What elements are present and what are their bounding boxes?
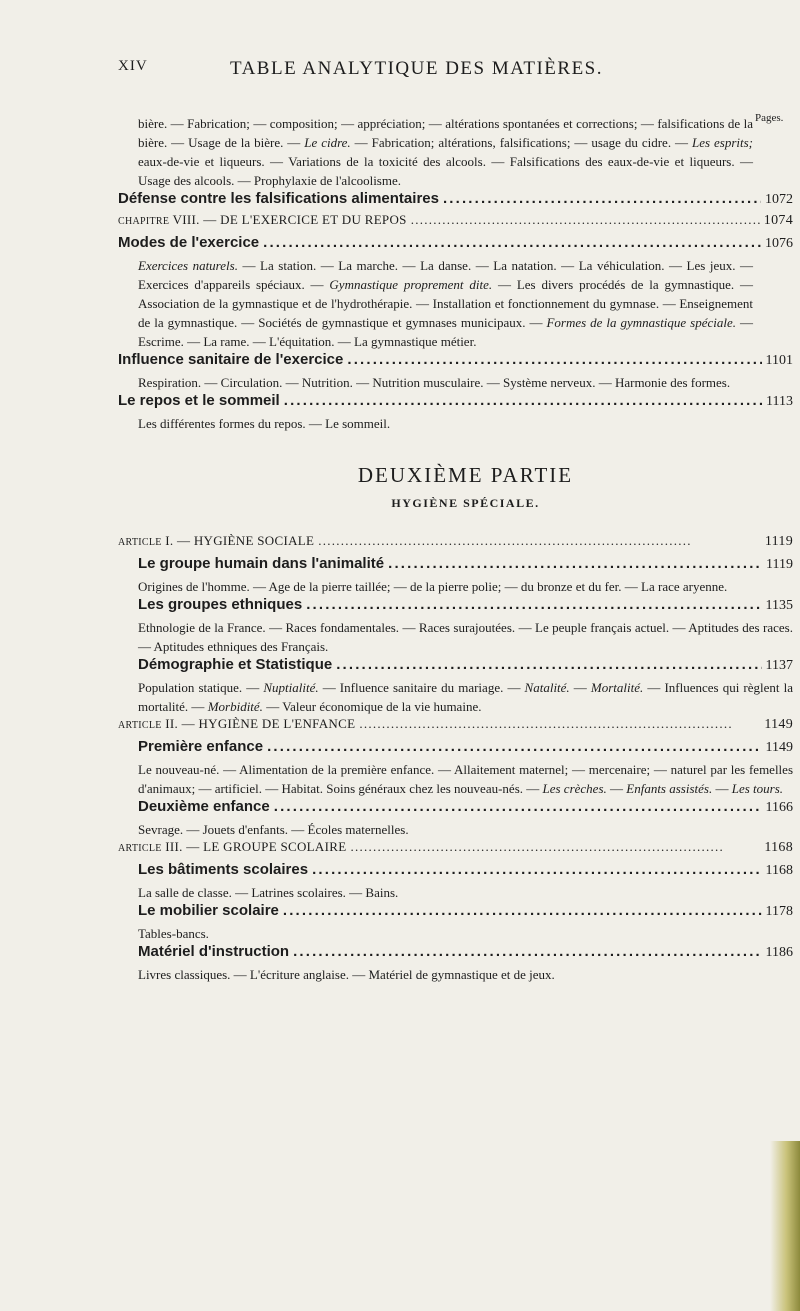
leader-dots <box>336 656 761 673</box>
toc-description: Origines de l'homme. — Age de la pierre taillée; — de la pierre polie; — du bronze et du fer. — La race aryenne. <box>138 579 728 594</box>
description-text: Le nouveau-né. — Alimentation de la première enfance. — Allaitement maternel; — mercenaire; — naturel par les femelles d'animaux; — artificiel. — Habitat. Soins généraux chez les nouveau-nés. — <box>138 762 793 796</box>
toc-entry-label: Deuxième enfance <box>138 798 270 815</box>
article-label: ARTICLE <box>118 720 162 731</box>
description-italic: Les esprits; <box>691 135 753 150</box>
description-text: — Fabrication; altérations, falsifications; — usage du cidre. — <box>350 135 692 150</box>
leader-dots <box>267 738 761 755</box>
page-header <box>0 58 800 88</box>
toc-entry[interactable] <box>138 656 793 678</box>
description-italic: Natalité. <box>524 680 570 695</box>
leader-dots <box>293 943 761 960</box>
page-edge-stain <box>770 1141 800 1311</box>
description-text: bière. — Fabrication; — composition; — appréciation; — altérations spontanées et corrections; — falsifications de la bière. — Usage de la bière. — <box>138 116 753 150</box>
toc-description: La salle de classe. — Latrines scolaires. — Bains. <box>138 885 399 900</box>
toc-description: Ethnologie de la France. — Races fondamentales. — Races surajoutées. — Le peuple français actuel. — Aptitudes des races. — Aptitudes ethniques des Français. <box>138 620 793 654</box>
description-text: — Escrime. — La rame. — L'équitation. — La gymnastique métier. <box>138 315 753 349</box>
toc-entry-label: Influence sanitaire de l'exercice <box>118 351 344 368</box>
toc-article-entry[interactable] <box>118 716 793 738</box>
leader-dots <box>284 392 762 409</box>
toc-entry-page: 1113 <box>766 394 793 409</box>
toc-entry[interactable] <box>118 234 793 256</box>
toc-entry[interactable] <box>138 596 793 618</box>
description-text: — Influences qui règlent la mortalité. — <box>138 680 794 714</box>
description-text: — <box>712 781 732 796</box>
page-title: TABLE ANALYTIQUE DES MATIÈRES. <box>230 58 604 79</box>
toc-entry-label: Les groupes ethniques <box>138 596 303 613</box>
toc-entry-page: 1168 <box>764 840 793 855</box>
toc-entry-label: Défense contre les falsifications alimentaires <box>118 190 439 207</box>
toc-entry-page: 1119 <box>764 534 793 549</box>
toc-entry-page: 1074 <box>763 213 793 228</box>
description-text: — <box>606 781 627 796</box>
article-label: ARTICLE <box>118 843 162 854</box>
toc-entry-page: 1186 <box>765 945 793 960</box>
description-italic: Les crèches. <box>542 781 607 796</box>
leader-dots <box>318 533 761 549</box>
description-text: — Les divers procédés de la gymnastique. — Association de la gymnastique et de l'hydrothérapie. — Installation et fonctionnement du gymnase. — Enseignement de la gymnastique. — Sociétés de gymnastique et gymnases municipaux. — <box>138 277 753 330</box>
chapter-label: CHAPITRE <box>118 216 170 227</box>
toc-entry[interactable] <box>118 392 793 414</box>
description-text: — Valeur économique de la vie humaine. <box>262 699 482 714</box>
toc-entry-label: I. — HYGIÈNE SOCIALE <box>161 533 315 548</box>
toc-article-entry[interactable] <box>118 839 793 861</box>
leader-dots <box>312 861 761 878</box>
description-italic: Le cidre. <box>304 135 351 150</box>
description-italic: Nuptialité. <box>263 680 319 695</box>
description-text: Population statique. — <box>138 680 264 695</box>
toc-entry-page: 1101 <box>765 353 793 368</box>
toc-entry-label: Le mobilier scolaire <box>138 902 279 919</box>
part-title: DEUXIÈME PARTIE <box>357 463 574 487</box>
toc-entry-page: 1149 <box>765 740 793 755</box>
description-italic: Les tours. <box>731 781 784 796</box>
toc-description <box>138 256 793 351</box>
toc-chapter-entry[interactable] <box>118 212 793 234</box>
toc-entry-page: 1076 <box>765 236 793 251</box>
toc-entry-label: Le repos et le sommeil <box>118 392 280 409</box>
leader-dots <box>359 716 760 732</box>
table-of-contents <box>118 114 794 984</box>
toc-entry-page: 1072 <box>765 192 793 207</box>
page-number: XIV <box>118 58 148 74</box>
toc-entry[interactable] <box>118 190 793 212</box>
toc-entry-label: Modes de l'exercice <box>118 234 260 251</box>
toc-entry-page: 1149 <box>764 717 793 732</box>
toc-entry-page: 1178 <box>765 904 793 919</box>
leader-dots <box>283 902 762 919</box>
leader-dots <box>411 212 760 228</box>
description-italic: Morbidité. <box>207 699 263 714</box>
toc-entry-label: VIII. — DE L'EXERCICE ET DU REPOS <box>169 212 407 227</box>
toc-description: Tables-bancs. <box>138 926 209 941</box>
toc-entry-page: 1135 <box>765 598 793 613</box>
toc-entry-label: Les bâtiments scolaires <box>138 861 309 878</box>
toc-entry[interactable] <box>138 943 793 965</box>
toc-description <box>138 760 793 798</box>
toc-entry-page: 1119 <box>766 557 793 572</box>
toc-entry-label: Démographie et Statistique <box>138 656 333 673</box>
toc-entry[interactable] <box>138 861 793 883</box>
toc-description <box>138 114 793 190</box>
toc-entry-label: Matériel d'instruction <box>138 943 290 960</box>
toc-description: Livres classiques. — L'écriture anglaise. — Matériel de gymnastique et de jeux. <box>138 967 555 982</box>
toc-article-entry[interactable] <box>118 533 793 555</box>
description-text: — La station. — La marche. — La danse. — La natation. — La véhiculation. — Les jeux. — Exercices d'appareils spéciaux. — <box>138 258 754 292</box>
leader-dots <box>347 351 761 368</box>
description-text: — Influence sanitaire du mariage. — <box>318 680 525 695</box>
description-italic: Formes de la gymnastique spéciale. <box>546 315 737 330</box>
leader-dots <box>388 555 762 572</box>
leader-dots <box>350 839 760 855</box>
toc-description <box>138 678 793 716</box>
article-label: ARTICLE <box>118 537 162 548</box>
toc-entry[interactable] <box>138 798 793 820</box>
description-italic: Exercices naturels. <box>138 258 238 273</box>
part-subtitle: HYGIÈNE SPÉCIALE. <box>391 496 540 510</box>
description-italic: Mortalité. <box>590 680 644 695</box>
toc-description: Respiration. — Circulation. — Nutrition. — Nutrition musculaire. — Système nerveux. — Harmonie des formes. <box>138 375 731 390</box>
toc-entry-label: III. — LE GROUPE SCOLAIRE <box>161 839 347 854</box>
toc-entry-page: 1137 <box>765 658 793 673</box>
description-text: — <box>569 680 591 695</box>
leader-dots <box>263 234 761 251</box>
description-text: eaux-de-vie et liqueurs. — Variations de la toxicité des alcools. — Falsifications des eaux-de-vie et liqueurs. — Usage des alcools. — Prophylaxie de l'alcoolisme. <box>138 154 753 188</box>
pages-column-label: Pages. <box>755 112 784 124</box>
toc-entry[interactable] <box>138 902 793 924</box>
toc-entry[interactable] <box>118 351 793 373</box>
toc-entry-page: 1166 <box>765 800 793 815</box>
description-italic: Enfants assistés. <box>626 781 713 796</box>
toc-entry-page: 1168 <box>765 863 793 878</box>
leader-dots <box>274 798 762 815</box>
leader-dots <box>443 190 761 207</box>
toc-entry-label: Le groupe humain dans l'animalité <box>138 555 385 572</box>
toc-entry[interactable] <box>138 555 793 577</box>
description-italic: Gymnastique proprement dite. <box>329 277 493 292</box>
toc-entry-label: II. — HYGIÈNE DE L'ENFANCE <box>161 716 356 731</box>
toc-entry[interactable] <box>138 738 793 760</box>
leader-dots <box>306 596 761 613</box>
toc-description: Sevrage. — Jouets d'enfants. — Écoles maternelles. <box>138 822 409 837</box>
toc-entry-label: Première enfance <box>138 738 264 755</box>
toc-description: Les différentes formes du repos. — Le sommeil. <box>138 416 391 431</box>
